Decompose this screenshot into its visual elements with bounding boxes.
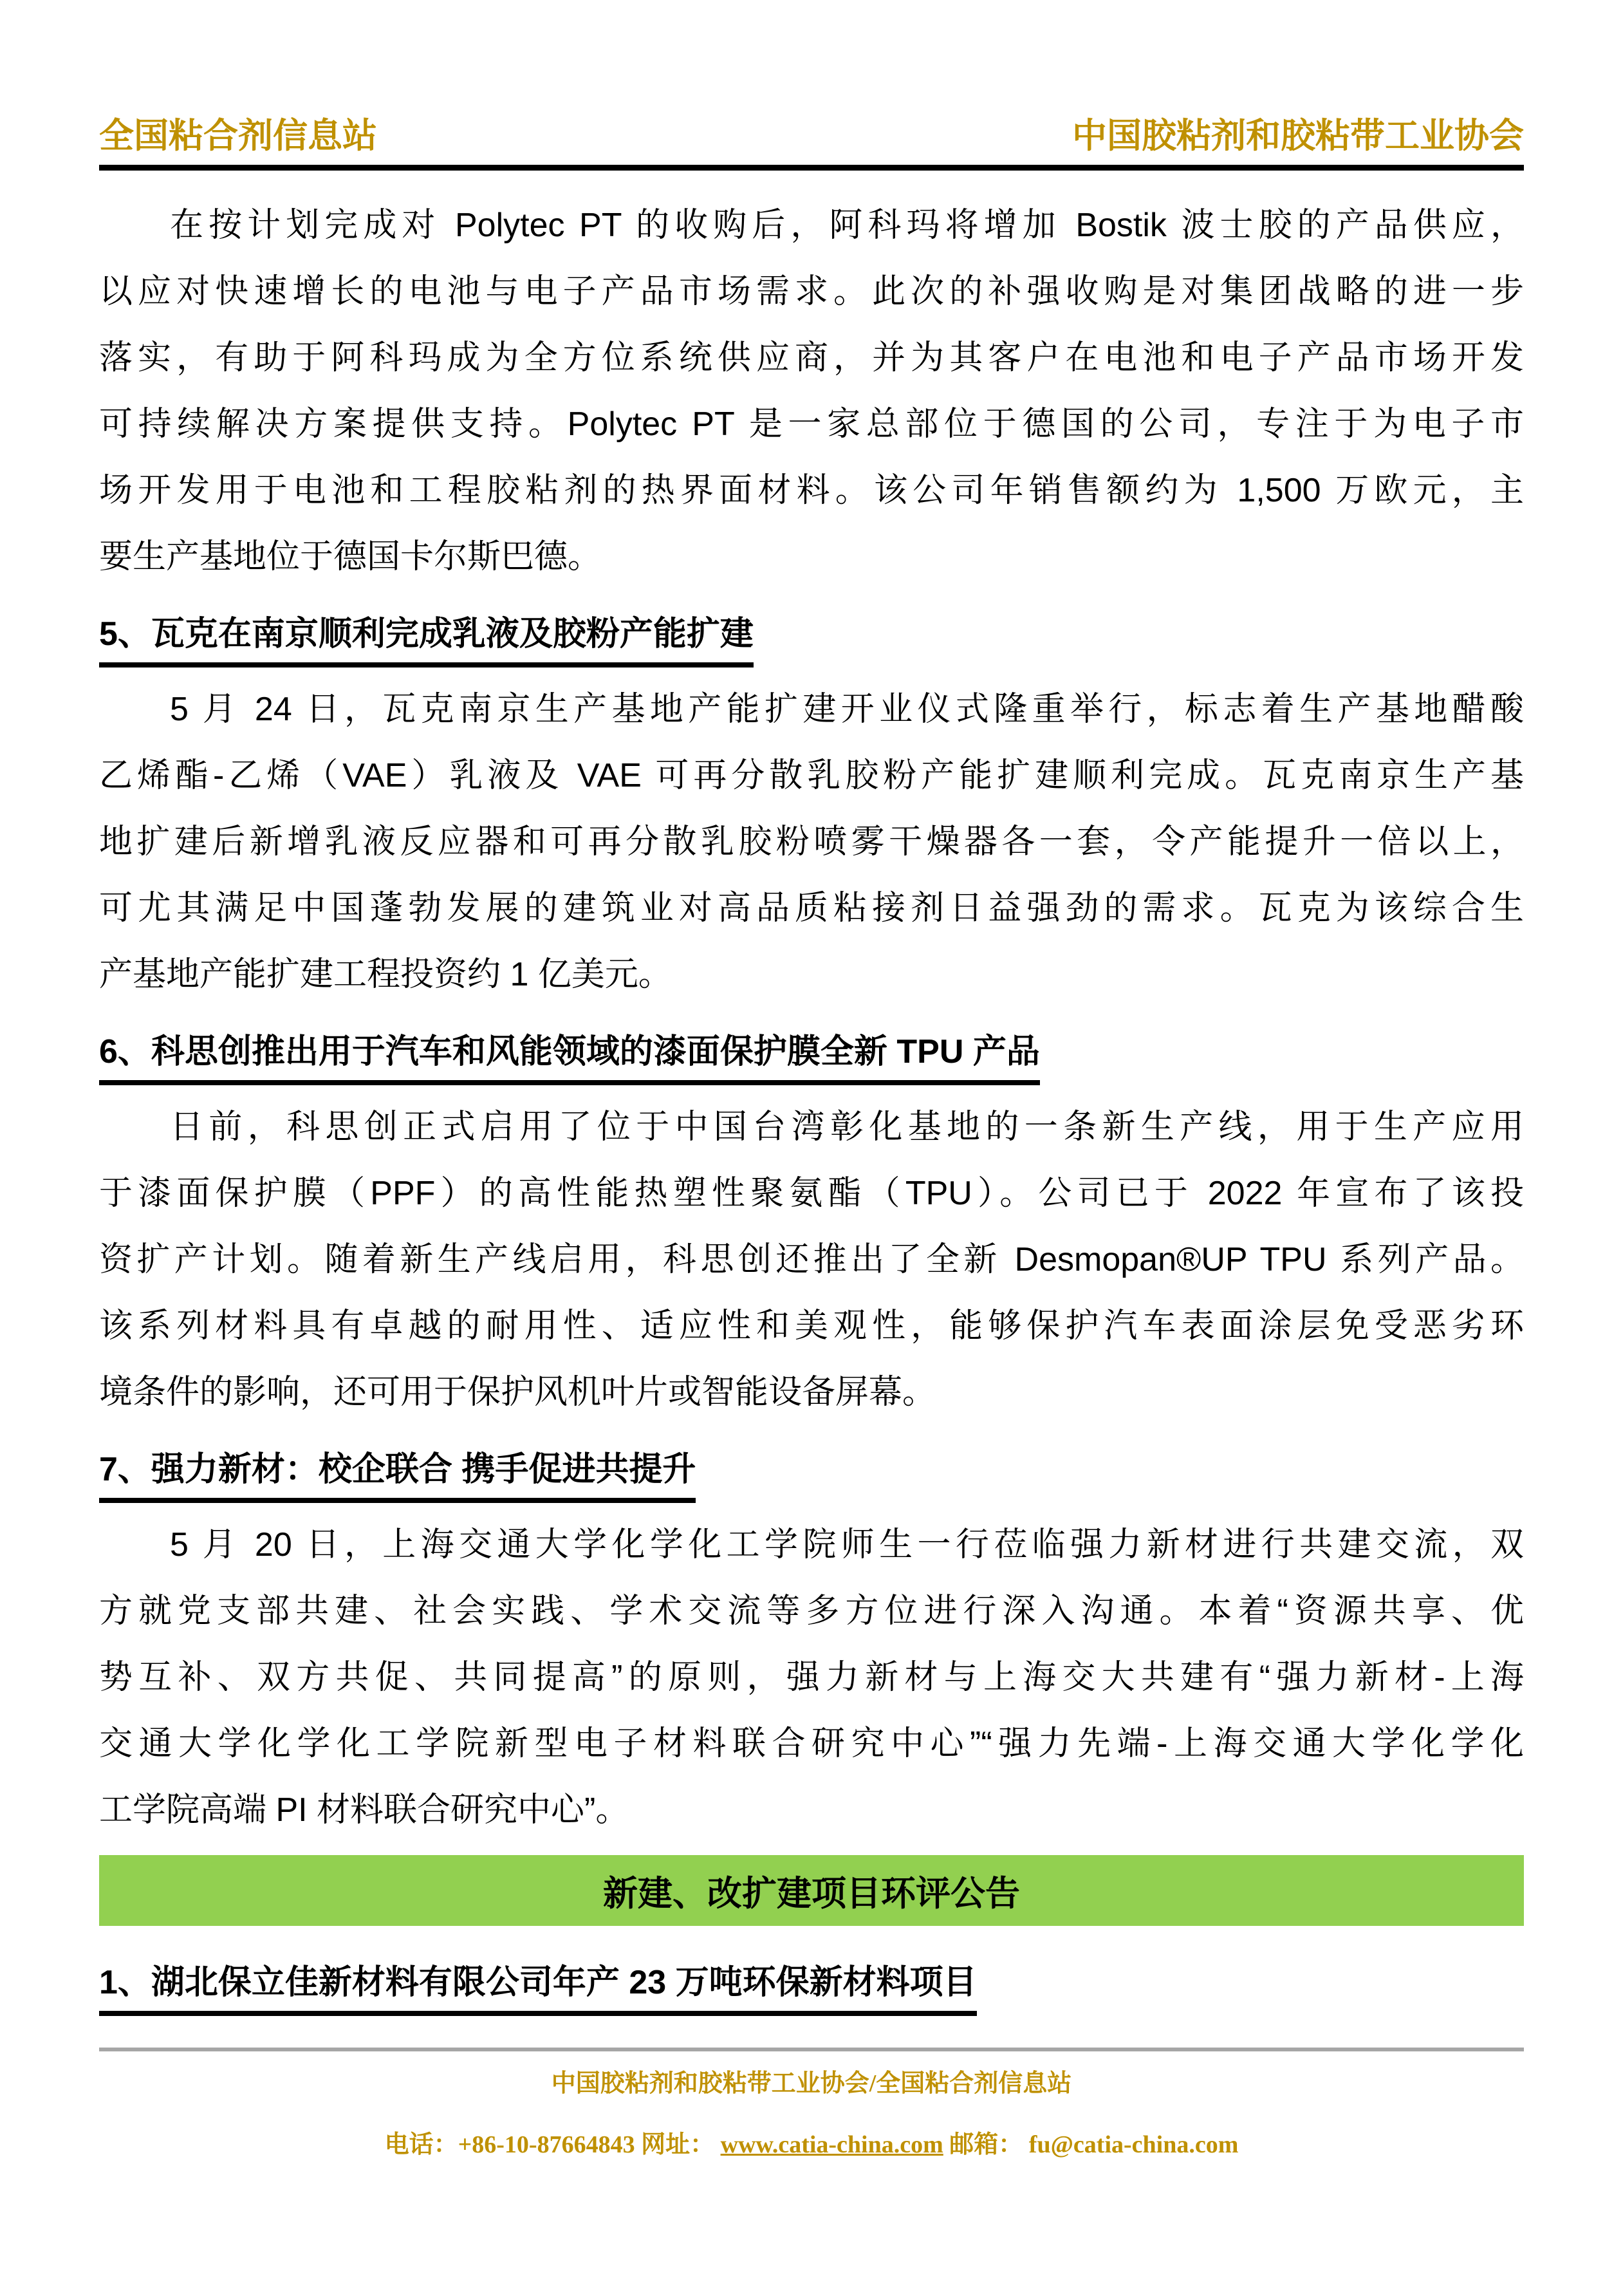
footer-phone: 电话：+86-10-87664843	[384, 2131, 635, 2158]
banner-title: 新建、改扩建项目环评公告	[603, 1874, 1020, 1913]
paragraph-line: 产基地产能扩建工程投资约 1 亿美元。	[99, 956, 672, 993]
page-header	[99, 115, 1524, 171]
paragraph-line: 方就党支部共建、社会实践、学术交流等多方位进行深入沟通。本着“资源共享、优	[99, 1592, 1524, 1630]
section-7-heading	[99, 1449, 1524, 1503]
section-7-paragraph	[99, 1512, 1524, 1843]
paragraph-line: 落实，有助于阿科玛成为全方位系统供应商，并为其客户在电池和电子产品市场开发	[99, 339, 1524, 377]
section-5-heading	[99, 613, 1524, 667]
paragraph-line: 地扩建后新增乳液反应器和可再分散乳胶粉喷雾干燥器各一套，令产能提升一倍以上，	[99, 823, 1524, 861]
section-5-paragraph	[99, 677, 1524, 1008]
paragraph-line: 乙烯酯-乙烯（VAE）乳液及 VAE 可再分散乳胶粉产能扩建顺利完成。瓦克南京生产基	[99, 757, 1524, 794]
paragraph-line: 要生产基地位于德国卡尔斯巴德。	[99, 538, 602, 575]
section-6-heading	[99, 1031, 1524, 1085]
paragraph-line: 该系列材料具有卓越的耐用性、适应性和美观性，能够保护汽车表面涂层免受恶劣环	[99, 1307, 1524, 1345]
section-7	[99, 1449, 1524, 1843]
masthead	[99, 115, 1524, 157]
intro-paragraph	[99, 192, 1524, 590]
paragraph-line: 交通大学化学化工学院新型电子材料联合研究中心”“强力先端-上海交通大学化学化	[99, 1725, 1524, 1762]
masthead-left-title: 全国粘合剂信息站	[99, 117, 377, 155]
masthead-rule	[99, 165, 1524, 171]
paragraph-line: 于漆面保护膜（PPF）的高性能热塑性聚氨酯（TPU）。公司已于 2022 年宣布了该投	[99, 1175, 1524, 1212]
page-footer	[99, 2048, 1524, 2160]
footer-email-label: 邮箱：	[949, 2131, 1023, 2158]
paragraph-line: 可持续解决方案提供支持。Polytec PT 是一家总部位于德国的公司，专注于为电子市	[99, 406, 1524, 443]
paragraph-line: 场开发用于电池和工程胶粘剂的热界面材料。该公司年销售额约为 1,500 万欧元，主	[99, 472, 1524, 509]
section-6-heading-text: 6、科思创推出用于汽车和风能领域的漆面保护膜全新 TPU 产品	[99, 1031, 1040, 1085]
footer-rule	[99, 2048, 1524, 2051]
paragraph-line: 5 月 20 日，上海交通大学化学化工学院师生一行莅临强力新材进行共建交流，双	[170, 1526, 1524, 1563]
paragraph-line: 5 月 24 日，瓦克南京生产基地产能扩建开业仪式隆重举行，标志着生产基地醋酸	[170, 691, 1524, 728]
section-1-heading-text: 1、湖北保立佳新材料有限公司年产 23 万吨环保新材料项目	[99, 1962, 977, 2016]
footer-association-line: 中国胶粘剂和胶粘带工业协会/全国粘合剂信息站	[551, 2070, 1072, 2097]
paragraph-line: 势互补、双方共促、共同提高”的原则，强力新材与上海交大共建有“强力新材-上海	[99, 1659, 1524, 1696]
footer-email: fu@catia-china.com	[1028, 2131, 1239, 2158]
footer-contact-line	[99, 2124, 1524, 2160]
section-6	[99, 1031, 1524, 1426]
paragraph-line: 在按计划完成对 Polytec PT 的收购后，阿科玛将增加 Bostik 波士胶的产品供应，	[170, 207, 1524, 244]
masthead-right-title: 中国胶粘剂和胶粘带工业协会	[1072, 117, 1524, 155]
section-1-heading	[99, 1962, 1524, 2016]
section-7-heading-text: 7、强力新材：校企联合 携手促进共提升	[99, 1449, 696, 1503]
website-link[interactable]: www.catia-china.com	[720, 2131, 943, 2158]
paragraph-line: 可尤其满足中国蓬勃发展的建筑业对高品质粘接剂日益强劲的需求。瓦克为该综合生	[99, 890, 1524, 927]
environmental-announcements-banner	[99, 1855, 1524, 1926]
section-6-paragraph	[99, 1094, 1524, 1426]
newsletter-body	[99, 192, 1524, 2016]
section-5	[99, 613, 1524, 1008]
section-5-heading-text: 5、瓦克在南京顺利完成乳液及胶粉产能扩建	[99, 613, 754, 667]
paragraph-line: 资扩产计划。随着新生产线启用，科思创还推出了全新 Desmopan®UP TPU 系列产品。	[99, 1241, 1524, 1278]
paragraph-line: 日前，科思创正式启用了位于中国台湾彰化基地的一条新生产线，用于生产应用	[170, 1108, 1524, 1146]
paragraph-line: 境条件的影响，还可用于保护风机叶片或智能设备屏幕。	[99, 1374, 936, 1411]
footer-site-label: 网址：	[641, 2131, 715, 2158]
paragraph-line: 以应对快速增长的电池与电子产品市场需求。此次的补强收购是对集团战略的进一步	[99, 273, 1524, 310]
paragraph-line: 工学院高端 PI 材料联合研究中心”。	[99, 1791, 629, 1829]
